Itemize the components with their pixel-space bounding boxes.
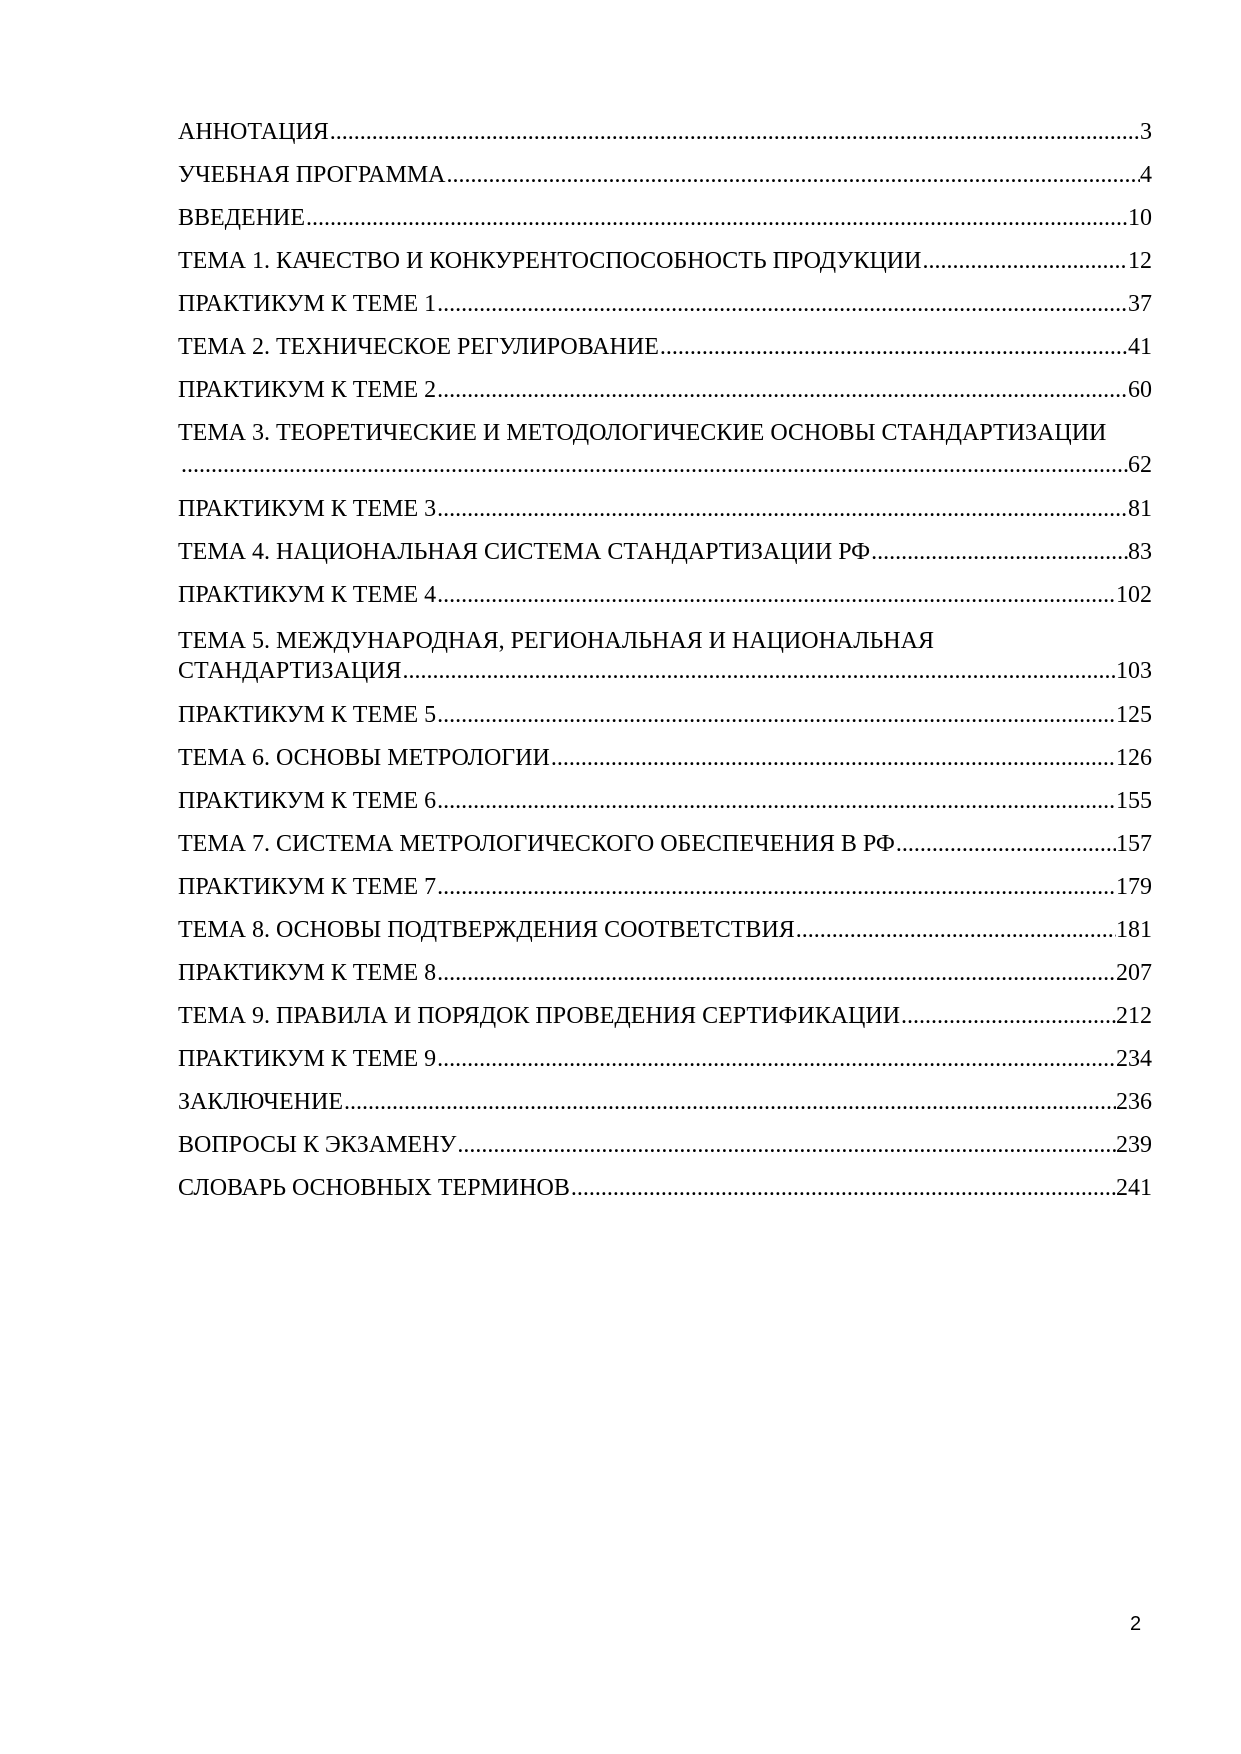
toc-entry-topic-5[interactable]	[178, 620, 1152, 697]
toc-entry-topic-2[interactable]	[178, 329, 1152, 372]
toc-entry-page: 10	[1128, 205, 1152, 231]
toc-entry-practicum-4[interactable]	[178, 577, 1152, 620]
toc-entry-topic-8[interactable]	[178, 912, 1152, 955]
toc-entry-topic-3[interactable]	[178, 415, 1152, 491]
toc-leader-dots	[436, 872, 1116, 902]
toc-leader-dots	[436, 958, 1116, 988]
toc-entry-practicum-3[interactable]	[178, 491, 1152, 534]
toc-entry-title-line1: ТЕМА 5. МЕЖДУНАРОДНАЯ, РЕГИОНАЛЬНАЯ И НАЦИОНАЛЬНАЯ	[178, 628, 934, 654]
toc-entry-page: 241	[1116, 1175, 1152, 1201]
toc-entry-title: ТЕМА 9. ПРАВИЛА И ПОРЯДОК ПРОВЕДЕНИЯ СЕРТИФИКАЦИИ	[178, 1003, 901, 1029]
toc-entry-practicum-6[interactable]	[178, 783, 1152, 826]
toc-entry-title: ВОПРОСЫ К ЭКЗАМЕНУ	[178, 1132, 457, 1158]
toc-entry-topic-6[interactable]	[178, 740, 1152, 783]
toc-entry-topic-1[interactable]	[178, 243, 1152, 286]
toc-leader-dots	[402, 656, 1117, 686]
toc-entry-title: ПРАКТИКУМ К ТЕМЕ 8	[178, 960, 437, 986]
toc-entry-topic-7[interactable]	[178, 826, 1152, 869]
toc-entry-page: 102	[1116, 582, 1152, 608]
toc-entry-title: ЗАКЛЮЧЕНИЕ	[178, 1089, 343, 1115]
toc-entry-page: 81	[1128, 496, 1152, 522]
toc-entry-page: 239	[1116, 1132, 1152, 1158]
toc-entry-annotation[interactable]	[178, 114, 1152, 157]
toc-entry-title: ПРАКТИКУМ К ТЕМЕ 1	[178, 291, 437, 317]
toc-leader-dots	[436, 786, 1116, 816]
toc-leader-dots	[436, 700, 1116, 730]
toc-entry-page: 3	[1140, 119, 1152, 145]
toc-entry-page: 126	[1116, 745, 1152, 771]
toc-entry-glossary[interactable]	[178, 1170, 1152, 1213]
toc-entry-title: УЧЕБНАЯ ПРОГРАММА	[178, 162, 446, 188]
toc-leader-dots	[305, 203, 1128, 233]
toc-entry-title: ПРАКТИКУМ К ТЕМЕ 3	[178, 496, 437, 522]
toc-entry-page: 234	[1116, 1046, 1152, 1072]
toc-entry-page: 179	[1116, 874, 1152, 900]
toc-entry-introduction[interactable]	[178, 200, 1152, 243]
toc-entry-title: СЛОВАРЬ ОСНОВНЫХ ТЕРМИНОВ	[178, 1175, 570, 1201]
toc-entry-page: 37	[1128, 291, 1152, 317]
toc-entry-practicum-7[interactable]	[178, 869, 1152, 912]
toc-entry-title: ПРАКТИКУМ К ТЕМЕ 6	[178, 788, 437, 814]
toc-entry-exam-questions[interactable]	[178, 1127, 1152, 1170]
toc-leader-dots	[343, 1087, 1116, 1117]
toc-leader-dots	[550, 743, 1116, 773]
toc-leader-dots	[178, 450, 1128, 480]
toc-entry-title: АННОТАЦИЯ	[178, 119, 329, 145]
toc-entry-title: ПРАКТИКУМ К ТЕМЕ 7	[178, 874, 437, 900]
toc-entry-topic-9[interactable]	[178, 998, 1152, 1041]
toc-entry-title: ТЕМА 6. ОСНОВЫ МЕТРОЛОГИИ	[178, 745, 550, 771]
toc-entry-page: 157	[1116, 831, 1152, 857]
toc-entry-title: ПРАКТИКУМ К ТЕМЕ 9	[178, 1046, 437, 1072]
toc-entry-page: 155	[1116, 788, 1152, 814]
toc-entry-title: ТЕМА 8. ОСНОВЫ ПОДТВЕРЖДЕНИЯ СООТВЕТСТВИЯ	[178, 917, 795, 943]
toc-leader-dots	[795, 915, 1116, 945]
toc-leader-dots	[436, 289, 1128, 319]
toc-entry-title: ВВЕДЕНИЕ	[178, 205, 306, 231]
toc-entry-title: ПРАКТИКУМ К ТЕМЕ 2	[178, 377, 437, 403]
toc-leader-dots	[329, 117, 1140, 147]
toc-entry-page: 103	[1116, 658, 1152, 684]
toc-entry-topic-4[interactable]	[178, 534, 1152, 577]
toc-entry-page: 60	[1128, 377, 1152, 403]
toc-entry-title: ПРАКТИКУМ К ТЕМЕ 4	[178, 582, 437, 608]
toc-entry-title-line2: СТАНДАРТИЗАЦИЯ	[178, 658, 402, 684]
toc-entry-title: ПРАКТИКУМ К ТЕМЕ 5	[178, 702, 437, 728]
toc-leader-dots	[436, 580, 1116, 610]
toc-entry-page: 181	[1116, 917, 1152, 943]
toc-leader-dots	[921, 246, 1128, 276]
toc-entry-page: 125	[1116, 702, 1152, 728]
toc-entry-page: 207	[1116, 960, 1152, 986]
toc-entry-practicum-8[interactable]	[178, 955, 1152, 998]
toc-entry-title: ТЕМА 3. ТЕОРЕТИЧЕСКИЕ И МЕТОДОЛОГИЧЕСКИЕ ОСНОВЫ СТАНДАРТИЗАЦИИ	[178, 420, 1107, 446]
toc-entry-title: ТЕМА 7. СИСТЕМА МЕТРОЛОГИЧЕСКОГО ОБЕСПЕЧЕНИЯ В РФ	[178, 831, 895, 857]
page-number: 2	[1130, 1613, 1142, 1635]
toc-leader-dots	[436, 494, 1128, 524]
toc-entry-page: 4	[1140, 162, 1152, 188]
toc-leader-dots	[436, 375, 1128, 405]
toc-entry-page: 62	[1128, 452, 1152, 478]
toc-entry-title: ТЕМА 4. НАЦИОНАЛЬНАЯ СИСТЕМА СТАНДАРТИЗАЦИИ РФ	[178, 539, 871, 565]
toc-entry-page: 212	[1116, 1003, 1152, 1029]
toc-leader-dots	[659, 332, 1128, 362]
toc-leader-dots	[895, 829, 1116, 859]
toc-entry-practicum-1[interactable]	[178, 286, 1152, 329]
toc-entry-curriculum[interactable]	[178, 157, 1152, 200]
toc-entry-conclusion[interactable]	[178, 1084, 1152, 1127]
toc-leader-dots	[870, 537, 1128, 567]
toc-leader-dots	[570, 1173, 1116, 1203]
toc-entry-title: ТЕМА 2. ТЕХНИЧЕСКОЕ РЕГУЛИРОВАНИЕ	[178, 334, 659, 360]
toc-leader-dots	[436, 1044, 1116, 1074]
toc-entry-page: 41	[1128, 334, 1152, 360]
toc-entry-page: 83	[1128, 539, 1152, 565]
toc-leader-dots	[446, 160, 1140, 190]
toc-leader-dots	[456, 1130, 1116, 1160]
table-of-contents	[178, 114, 1152, 1213]
toc-entry-page: 236	[1116, 1089, 1152, 1115]
toc-entry-practicum-5[interactable]	[178, 697, 1152, 740]
toc-entry-practicum-2[interactable]	[178, 372, 1152, 415]
toc-entry-page: 12	[1128, 248, 1152, 274]
toc-entry-title: ТЕМА 1. КАЧЕСТВО И КОНКУРЕНТОСПОСОБНОСТЬ ПРОДУКЦИИ	[178, 248, 922, 274]
toc-entry-practicum-9[interactable]	[178, 1041, 1152, 1084]
toc-leader-dots	[900, 1001, 1116, 1031]
